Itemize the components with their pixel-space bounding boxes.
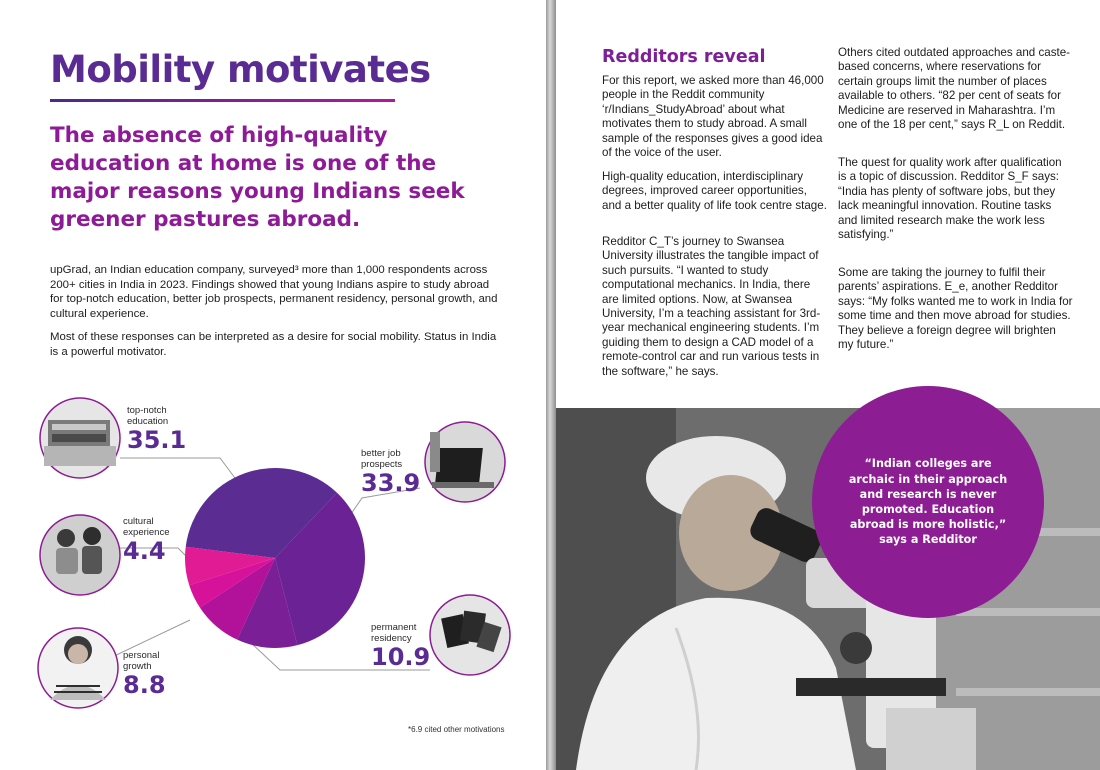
stat-personal [123,650,166,698]
intro-paragraph: upGrad, an Indian education company, surveyed³ more than 1,000 respondents across 200+ cities in India in 2023. Findings showed that young Indians aspire to study abroad for top-notch education, better job prospects, permanent residency, personal growth, and cultural experience. [50,264,498,320]
pull-quote-text: “Indian colleges are archaic in their approach and research is never promoted. Education abroad is more holistic,” says a Redditor [848,457,1008,547]
stat-cultural [123,516,169,564]
stat-better-job [361,448,420,496]
col2-paragraph-3: Some are taking the journey to fulfil their parents’ aspirations. E_e, another Redditor says: “My folks wanted me to work in India for some time and then move abroad for studies. They believe a foreign degree will brighten my future.” [838,266,1073,352]
stat-permanent [371,622,430,670]
photo-circle-better-job [425,422,505,502]
col1-paragraph-3: Redditor C_T’s journey to Swansea University illustrates the tangible impact of such pursuits. “I wanted to study computational mechanics. In India, there are limited options. Now, at Swansea University, I’m a teaching assistant for 3rd-year mechanical engineering students. I’m guiding them to design a CAD model of a remote-control car and run various tests in the software,” he says. [602,235,821,378]
stat-value: 33.9 [361,469,421,497]
lede-text: The absence of high-quality education at home is one of the major reasons young Indians seek greener pastures abroad. [50,123,465,232]
pie-chart-svg [0,380,546,740]
photo-circle-permanent [430,595,510,675]
stat-top-notch [127,405,186,453]
stat-value: 10.9 [371,643,431,671]
stat-label: personal growth [123,650,160,672]
left-page [0,0,546,770]
title-underline [50,99,395,102]
stat-value: 8.8 [123,671,166,699]
pie-slices [185,468,365,648]
col1-paragraph-1: For this report, we asked more than 46,000 people in the Reddit community ‘r/Indians_StudyAbroad’ about what motivates them to study abroad. A small sample of the responses gives a good idea of the voice of the user. [602,74,824,160]
col2-paragraph-1: Others cited outdated approaches and caste-based concerns, where reservations for certain groups limit the number of places available to others. “82 per cent of seats for Medicine are reserved in Maharashtra. I’m one of the 18 per cent,” says R_L on Reddit. [838,46,1071,132]
page-gutter [546,0,556,770]
stat-label: cultural experience [123,516,170,538]
mobility-paragraph: Most of these responses can be interpreted as a desire for social mobility. Status in India is a powerful motivator. [50,331,497,358]
col2-paragraph-2: The quest for quality work after qualification is a topic of discussion. Redditor S_F says: “India has plenty of software jobs, but they lack meaningful innovation. Routine tasks and limited research make the work less satisfying.” [838,156,1062,242]
pull-quote-circle [812,386,1044,618]
right-page [556,0,1100,770]
stat-label: top-notch education [127,405,169,427]
stat-value: 4.4 [123,537,166,565]
stat-label: permanent residency [371,622,417,644]
footnote: *6.9 cited other motivations [408,725,505,734]
stat-value: 35.1 [127,426,187,454]
stat-label: better job prospects [361,448,403,470]
page-title: Mobility motivates [50,48,431,91]
photo-circle-top-notch [40,398,120,478]
section-heading: Redditors reveal [602,47,766,67]
col1-paragraph-2: High-quality education, interdisciplinary degrees, improved career opportunities, and a better quality of life took centre stage. [602,170,827,212]
photo-circle-personal [38,628,118,708]
motivations-pie-chart [0,380,546,740]
photo-circle-cultural [40,515,120,595]
